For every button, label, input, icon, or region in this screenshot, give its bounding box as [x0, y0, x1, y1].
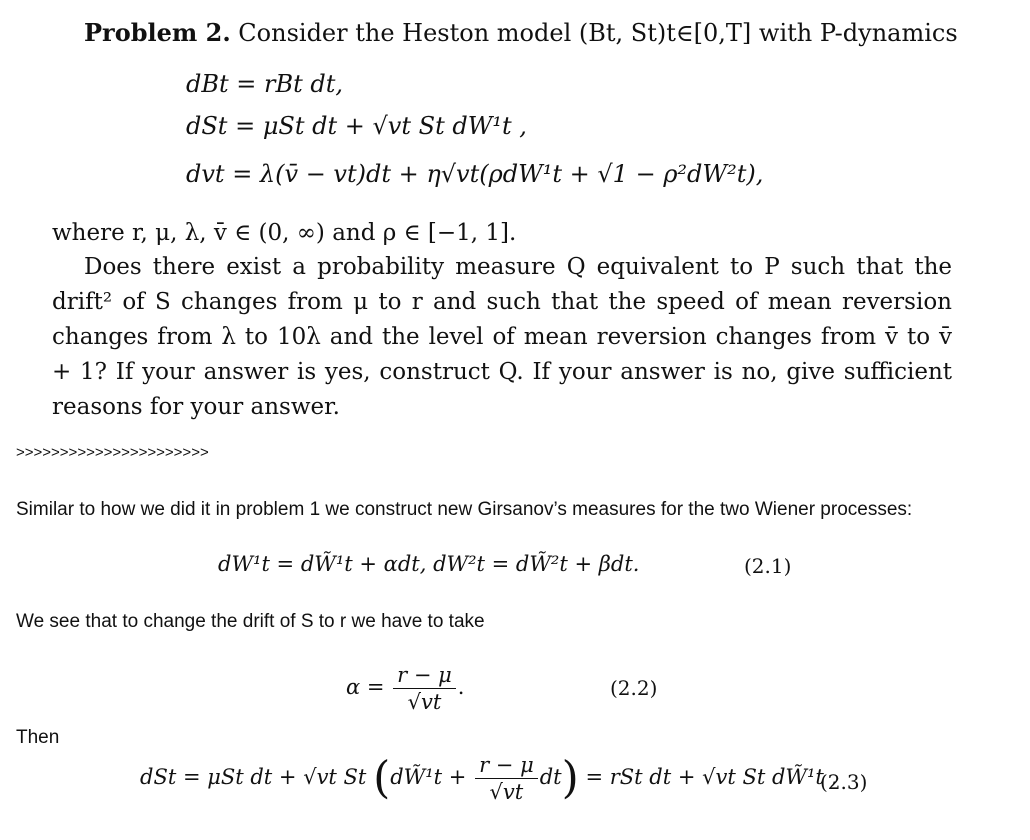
problem-label: Problem 2.: [84, 18, 231, 47]
equation-2-2-numerator: r − μ: [393, 662, 456, 689]
equation-2-3-numerator: r − μ: [475, 752, 538, 779]
equation-tag-2-2: (2.2): [610, 676, 658, 700]
right-paren: ): [561, 752, 579, 804]
solution-then-text: Then: [16, 727, 60, 748]
equation-2-3-fraction: [475, 752, 538, 805]
problem-heading: [84, 18, 958, 47]
problem-heading-rest: t, St)t∈[0,T] with P-dynamics: [605, 19, 958, 47]
solution-intro: Similar to how we did it in problem 1 we construct new Girsanov’s measures for the two Wiener processes:: [16, 499, 913, 520]
problem-question: [52, 250, 952, 425]
equation-2-2-denominator: √vt: [407, 690, 442, 714]
equation-2-3-inner-a: dW̃¹t +: [390, 765, 474, 789]
equation-2-2-fraction: [393, 662, 456, 715]
left-paren: (: [373, 752, 391, 804]
parameter-conditions: where r, μ, λ, v̄ ∈ (0, ∞) and ρ ∈ [−1, 1].: [52, 220, 517, 246]
equation-2-3-denominator: √vt: [489, 780, 524, 804]
equation-tag-2-3: (2.3): [820, 770, 868, 794]
equation-bond: dBt = rBt dt,: [186, 70, 344, 98]
equation-2-1: dW¹t = dW̃¹t + αdt, dW²t = dW̃²t + βdt.: [218, 552, 640, 576]
problem-question-text: Does there exist a probability measure Q equivalent to P such that the drift² of S changes from μ to r and such that the speed of mean reversion changes from λ to 10λ and the level of mean reversion changes from v̄ to v̄ + 1? If your answer is yes, construct Q. If your answer is no, give sufficient reasons for your answer.: [52, 254, 952, 420]
separator-line: >>>>>>>>>>>>>>>>>>>>>>: [16, 444, 209, 461]
equation-2-2: [346, 662, 464, 715]
solution-drift-text: We see that to change the drift of S to r we have to take: [16, 611, 485, 632]
equation-2-3-rhs: = rSt dt + √vt St dW̃¹t ,: [578, 765, 838, 789]
equation-2-3-lhs: dSt = μSt dt + √vt St: [140, 765, 374, 789]
equation-stock: dSt = μSt dt + √vt St dW¹t ,: [186, 112, 527, 140]
equation-2-3-inner-b: dt: [539, 765, 562, 789]
problem-heading-text: Consider the Heston model (B: [230, 19, 606, 47]
equation-tag-2-1: (2.1): [744, 554, 792, 578]
equation-2-2-lhs: α =: [346, 675, 392, 699]
equation-variance: dvt = λ(v̄ − vt)dt + η√vt(ρdW¹t + √1 − ρ²dW²t),: [186, 160, 764, 188]
equation-2-2-end: .: [457, 675, 465, 699]
equation-2-3: [140, 752, 837, 805]
